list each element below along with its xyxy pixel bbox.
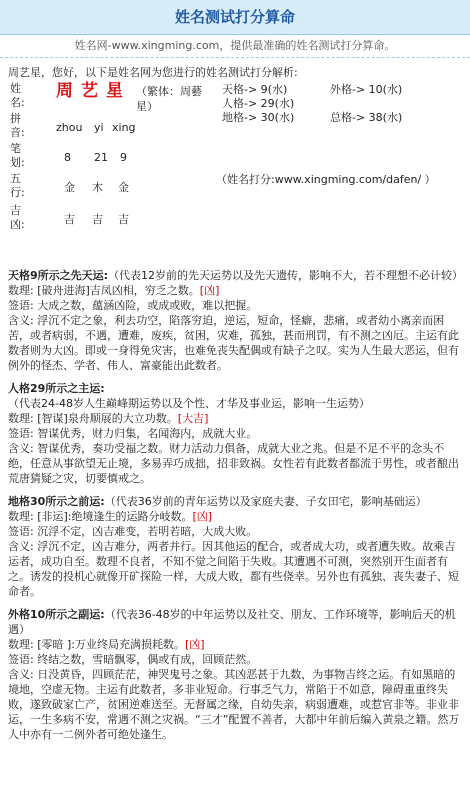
section-line: 含义: 日没黄昏，四顾茫茫，神哭鬼号之象。其凶恶甚于九数，为事物吉终之运。有如黑暗的境地，空虚无物。主运有此数者，多非业短命。行事乏气力，常陷于不如意，障碍重重终失败，遂致破家亡产，贫困逆难送至。无督属之缘，自幼失亲，病弱遭难，或惹官非等。非业非运，一生多病不安，常遇不测之灾祸。“三才”配置不善者，大都中年前后编入黄泉之籍。然万人中亦有一二例外者可绝处逢生。	[8, 668, 460, 741]
section-line: 签语: 大成之数，蕴涵凶险，或成或败，难以把握。	[8, 299, 258, 312]
section-desc: （代表36-48岁的中年运势以及社交、朋友、工作环境等，影响后天的机遇）	[8, 608, 456, 636]
jixiong-2: 吉	[92, 213, 103, 226]
rating-tag: [凶]	[192, 510, 213, 523]
strokes-3: 9	[120, 151, 127, 164]
pinyin-1: zhou	[56, 121, 83, 134]
section-title: 人格29所示之主运:	[8, 382, 105, 395]
section-line: 数理: [非运]:绝境逢生的运路分岐数。[凶]	[8, 510, 213, 523]
section-waige	[8, 607, 466, 742]
jixiong-3: 吉	[118, 213, 129, 226]
jixiong-1: 吉	[64, 213, 75, 226]
name-value: 周艺星	[56, 81, 131, 101]
section-line: 含义: 浮沉不定，凶吉难分，两者并行。因其他运的配合，或者成大功，或者遭失败。故乘吉运者，成功自至。数理不良者，不知不觉之间陷于失败。其遭遇不可测，突然别开生面者有之。诱发的投机心就像开矿探险一样，大成大败，都有些侥幸。另外也有孤独、丧失妻子、短命者。	[8, 540, 459, 598]
result-content	[0, 58, 470, 742]
section-line: 含义: 智谋优秀，奏功受福之数。财力活动力俱备，成就大业之兆。但是不足不平的念头不绝，任意从事欲望无止境，多易弄巧成拙，招非致祸。女性若有此数者都流于男性，或者酿出荒唐猜疑之灾，切要慎戒之。	[8, 442, 459, 485]
wuxing-3: 金	[118, 181, 129, 194]
section-title: 地格30所示之前运:	[8, 495, 105, 508]
section-line: 签语: 终结之数，雪暗飘零，偶或有成，回顾茫然。	[8, 653, 258, 666]
pinyin-2: yi	[94, 121, 104, 134]
section-desc: （代表36岁前的青年运势以及家庭夫妻、子女田宅，影响基础运）	[104, 495, 427, 508]
section-line: 签语: 智谋优秀，财力归集，名闻海内，成就大业。	[8, 427, 258, 440]
greeting-text: 周艺星，您好，以下是姓名网为您进行的姓名测试打分解析:	[8, 66, 298, 79]
traditional-name: （繁体：周藝星）	[136, 85, 202, 113]
pinyin-3: xing	[112, 121, 136, 134]
section-line: 数理: [智谋]泉舟顺展的大立功数。[大吉]	[8, 412, 209, 425]
section-line: 数理: [零暗 ]:万业终局充满损耗数。[凶]	[8, 638, 205, 651]
section-line: 数理: [破舟进海]吉凤凶相，穷乏之数。[凶]	[8, 284, 220, 297]
section-title: 天格9所示之先天运:	[8, 269, 109, 282]
wuxing-2: 木	[92, 181, 103, 194]
section-tiange	[8, 268, 466, 373]
renge-value: 人格-> 29(水)	[222, 97, 295, 110]
site-subtitle: 姓名网-www.xingming.com，提供最准确的姓名测试打分算命。	[0, 35, 470, 58]
waige-value: 外格-> 10(水)	[330, 83, 403, 96]
name-label: 姓名:	[10, 82, 25, 109]
name-info-table	[8, 82, 466, 260]
section-dige	[8, 494, 466, 599]
pinyin-label: 拼音:	[10, 112, 25, 139]
wuxing-label: 五行:	[10, 172, 25, 199]
dafen-link-note[interactable]: （姓名打分:www.xingming.com/dafen/ ）	[216, 173, 436, 186]
wuxing-1: 金	[64, 181, 75, 194]
rating-tag: [凶]	[199, 284, 220, 297]
strokes-2: 21	[94, 151, 108, 164]
strokes-label: 笔划:	[10, 142, 25, 169]
page-title: 姓名测试打分算命	[174, 7, 295, 26]
dige-value: 地格-> 30(水)	[222, 111, 295, 124]
strokes-1: 8	[64, 151, 71, 164]
section-desc: （代表12岁前的先天运势以及先天遗传，影响不大，若不理想不必计较）	[108, 269, 464, 282]
section-line: 含义: 浮沉不定之象，利去功空，陷落穷迫，逆运，短命，怪癖，悲痛，或者幼小离亲而困苦，或者病弱，不遇，遭难，废疾，贫困，灾难，孤独，甚而刑罚，有不测之凶厄。主运有此数者则为大凶。即或一身得免灾害，也难免丧失配偶或有缺子之叹。实为人生最大恶运，但有例外的怪杰、学者、伟人、富豪能出此数者。	[8, 314, 459, 372]
section-title: 外格10所示之副运:	[8, 608, 105, 621]
rating-tag: [凶]	[185, 638, 205, 651]
rating-tag: [大吉]	[177, 412, 209, 425]
page-header	[0, 0, 470, 35]
zongge-value: 总格-> 38(水)	[330, 111, 403, 124]
jixiong-label: 吉凶:	[10, 204, 25, 231]
tiange-value: 天格-> 9(水)	[222, 83, 288, 96]
section-desc: （代表24-48岁人生巅峰期运势以及个性、才华及事业运，影响一生运势）	[8, 397, 370, 410]
section-line: 签语: 沉浮不定，凶吉难变，若明若暗，大成大败。	[8, 525, 258, 538]
section-renge	[8, 381, 466, 486]
